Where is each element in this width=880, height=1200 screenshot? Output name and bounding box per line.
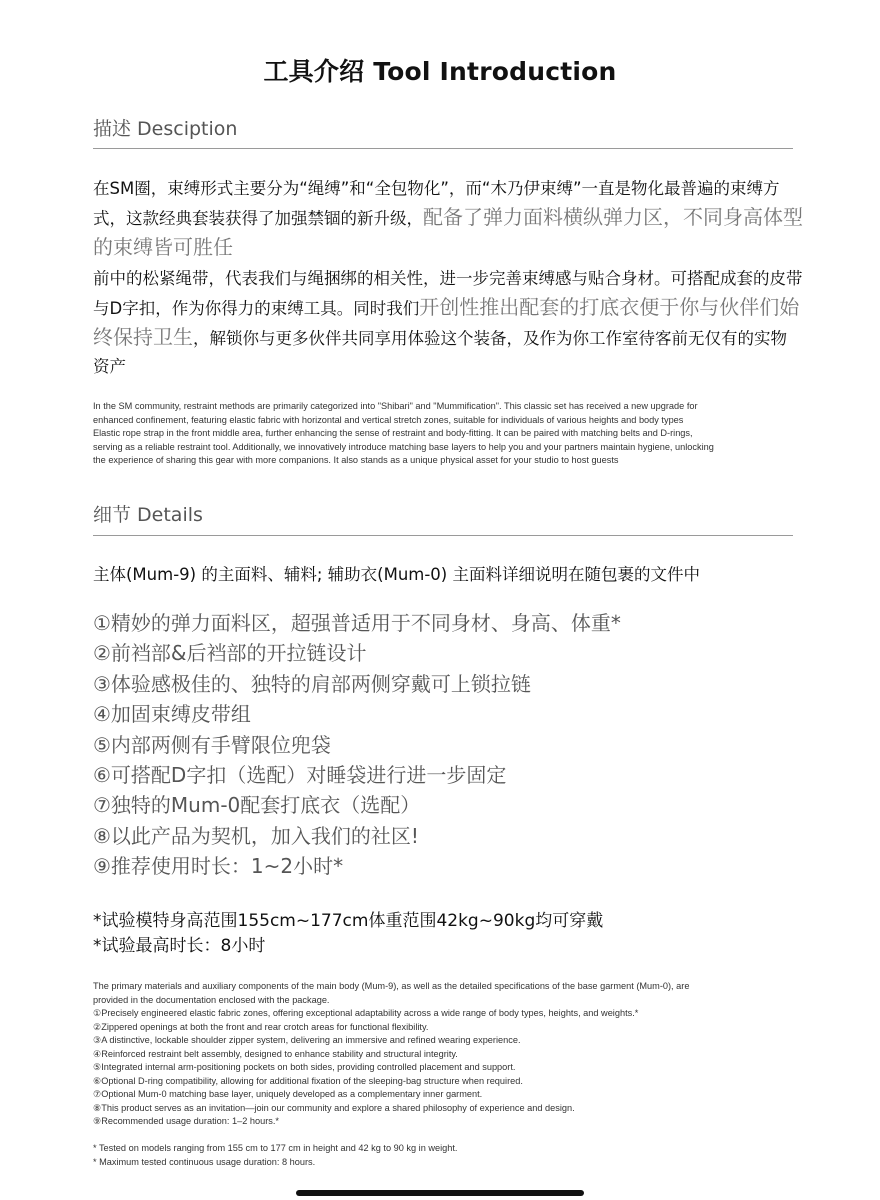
details-en-line: ⑥Optional D-ring compatibility, allowing for additional fixation of the sleeping-bag structure when required.	[93, 1075, 523, 1086]
details-en-line: ①Precisely engineered elastic fabric zones, offering exceptional adaptability across a wide range of body types, heights, and weights.*	[93, 1008, 639, 1018]
details-en-line: ⑨Recommended usage duration: 1–2 hours.*	[93, 1116, 279, 1126]
description-en-paragraph	[93, 400, 793, 468]
details-en-line: ②Zippered openings at both the front and rear crotch areas for functional flexibility.	[93, 1021, 429, 1032]
feature-item: ④加固束缚皮带组	[93, 702, 251, 727]
description-zh-paragraph-2	[93, 265, 803, 381]
note-zh-line: *试验最高时长：8小时	[93, 936, 266, 956]
feature-item: ③体验感极佳的、独特的肩部两侧穿戴可上锁拉链	[93, 671, 531, 696]
details-materials: 主体(Mum-9) 的主面料、辅料; 辅助衣(Mum-0) 主面料详细说明在随包裹的文件中	[93, 565, 700, 584]
feature-item: ⑤内部两侧有手臂限位兜袋	[93, 732, 331, 757]
description-en-line: serving as a reliable restraint tool. Additionally, we innovatively introduce matching base layers to help you and your partners maintain hygiene, unlocking	[93, 441, 714, 452]
description-heading: 描述 Desciption	[93, 118, 238, 140]
home-indicator[interactable]	[296, 1190, 584, 1196]
details-en-note: * Maximum tested continuous usage duration: 8 hours.	[93, 1156, 316, 1167]
description-zh-text-3: ，解锁你与更多伙伴共同享用体验这个装备，及作为你工作室待客前无仅有的实物资产	[93, 329, 787, 376]
description-zh-text-2: 前中的松紧绳带，代表我们与绳捆绑的相关性，进一步完善束缚感与贴合身材。可搭配成套的皮带与D字扣，作为你得力的束缚工具。同时我们	[93, 269, 803, 318]
feature-item: ⑨推荐使用时长：1~2小时*	[93, 854, 344, 879]
description-zh-paragraph-1	[93, 175, 803, 263]
feature-item: ⑧以此产品为契机，加入我们的社区!	[93, 823, 419, 848]
description-zh-highlight: 配备了弹力面料横纵弹力区，不同身高体型的束缚皆可胜任	[93, 205, 803, 259]
feature-list	[93, 608, 813, 882]
details-en-notes	[93, 1142, 793, 1169]
description-zh-text: 在SM圈，束缚形式主要分为“绳缚”和“全包物化”，而“木乃伊束缚”一直是物化最普遍的束缚方式，这款经典套装获得了加强禁锢的新升级，	[93, 179, 780, 228]
feature-item: ②前裆部&后裆部的开拉链设计	[93, 641, 367, 666]
feature-item: ⑦独特的Mum-0配套打底衣（选配）	[93, 793, 421, 818]
feature-item: ⑥可搭配D字扣（选配）对睡袋进行进一步固定	[93, 762, 507, 787]
details-heading: 细节 Details	[93, 504, 203, 526]
description-en-line: enhanced confinement, featuring elastic fabric with horizontal and vertical stretch zones, suitable for individuals of various heights and body types	[93, 414, 684, 425]
description-divider	[93, 148, 793, 149]
details-notes-zh	[93, 909, 803, 959]
description-en-line: In the SM community, restraint methods are primarily categorized into "Shibari" and "Mummification". This classic set has received a new upgrade for	[93, 401, 698, 411]
details-en-line: The primary materials and auxiliary components of the main body (Mum-9), as well as the detailed specifications of the base garment (Mum-0), are	[93, 981, 690, 991]
details-en-note: * Tested on models ranging from 155 cm to 177 cm in height and 42 kg to 90 kg in weight.	[93, 1143, 458, 1153]
details-en-line: ⑧This product serves as an invitation—join our community and explore a shared philosophy of experience and design.	[93, 1102, 575, 1113]
page-title: 工具介绍 Tool Introduction	[263, 57, 617, 86]
details-en-paragraph	[93, 980, 793, 1129]
details-en-line: ⑤Integrated internal arm-positioning pockets on both sides, providing controlled placement and support.	[93, 1062, 516, 1072]
feature-item: ①精妙的弹力面料区，超强普适用于不同身材、身高、体重*	[93, 611, 621, 635]
details-divider	[93, 535, 793, 536]
details-en-line: ⑦Optional Mum-0 matching base layer, uniquely developed as a complementary inner garment.	[93, 1089, 483, 1099]
description-en-line: Elastic rope strap in the front middle area, further enhancing the sense of restraint and body-fitting. It can be paired with matching belts and D-rings,	[93, 428, 693, 438]
description-zh-highlight-2: 开创性推出配套的打底衣便于你与伙伴们始终保持卫生	[93, 295, 800, 349]
description-en-line: the experience of sharing this gear with more companions. It also stands as a unique physical asset for your studio to host guests	[93, 455, 619, 465]
note-zh-line: *试验模特身高范围155cm~177cm体重范围42kg~90kg均可穿戴	[93, 911, 604, 931]
details-en-line: ③A distinctive, lockable shoulder zipper system, delivering an immersive and refined wearing experience.	[93, 1035, 521, 1045]
details-en-line: ④Reinforced restraint belt assembly, designed to enhance stability and structural integrity.	[93, 1048, 458, 1059]
details-en-line: provided in the documentation enclosed with the package.	[93, 994, 330, 1005]
